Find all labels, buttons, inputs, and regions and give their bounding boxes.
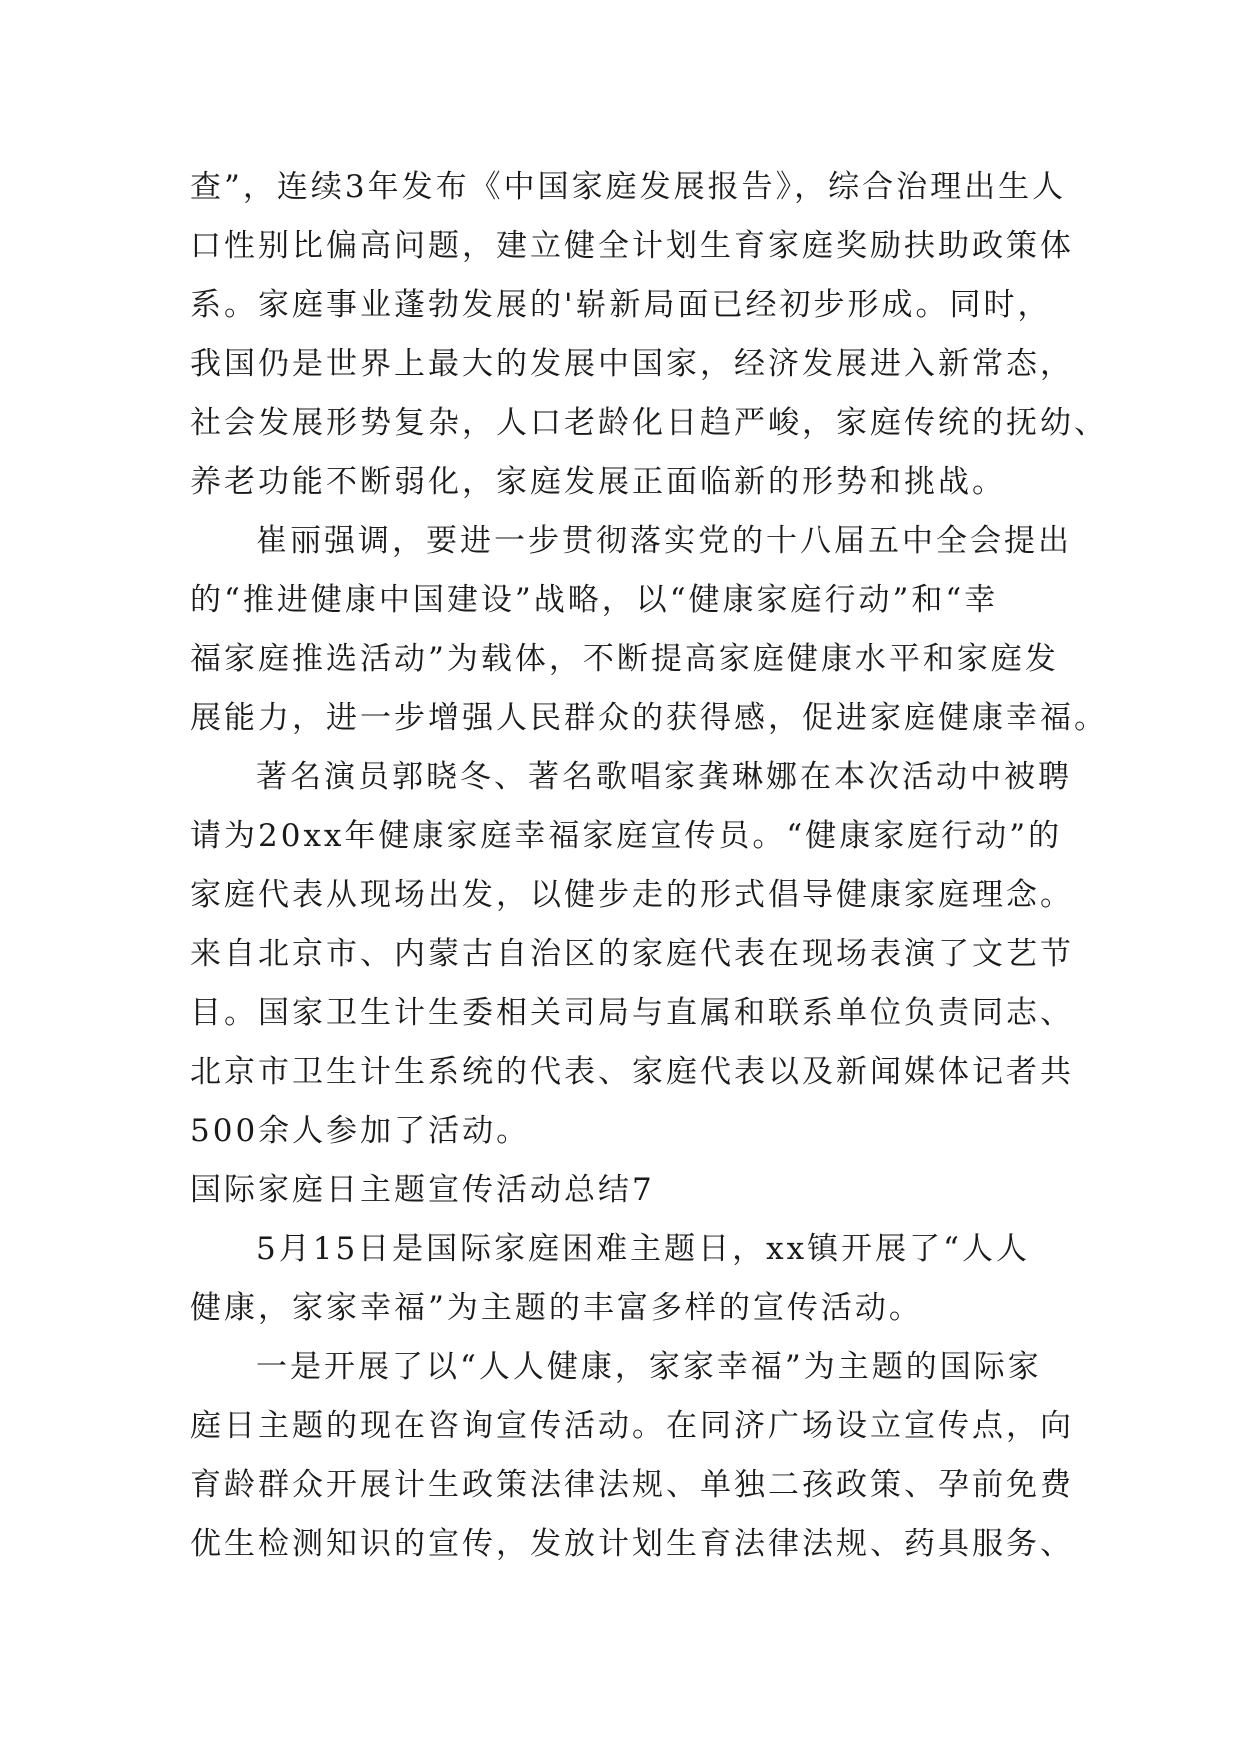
paragraph-first-line: 著名演员郭晓冬、著名歌唱家龚琳娜在本次活动中被聘: [256, 759, 1072, 795]
text-line: 优生检测知识的宣传，发放计划生育法律法规、药具服务、: [190, 1526, 1074, 1562]
text-line: 系。家庭事业蓬勃发展的'崭新局面已经初步形成。同时，: [190, 287, 1052, 323]
text-line: 健康，家家幸福”为主题的丰富多样的宣传活动。: [190, 1290, 923, 1326]
text-line: 的“推进健康中国建设”战略，以“健康家庭行动”和“幸: [190, 582, 999, 618]
text-line: 社会发展形势复杂，人口老龄化日趋严峻，家庭传统的抚幼、: [190, 405, 1108, 441]
paragraph-first-line: 一是开展了以“人人健康，家家幸福”为主题的国际家: [256, 1349, 1042, 1385]
text-line: 来自北京市、内蒙古自治区的家庭代表在现场表演了文艺节: [190, 936, 1074, 972]
text-line: 福家庭推选活动”为载体，不断提高家庭健康水平和家庭发: [190, 641, 1059, 677]
text-line: 目。国家卫生计生委相关司局与直属和联系单位负责同志、: [190, 995, 1074, 1031]
text-line: 查”，连续3年发布《中国家庭发展报告》，综合治理出生人: [190, 169, 1067, 205]
text-line: 口性别比偏高问题，建立健全计划生育家庭奖励扶助政策体: [190, 228, 1074, 264]
text-line: 500余人参加了活动。: [190, 1113, 531, 1149]
text-line: 请为20xx年健康家庭幸福家庭宣传员。“健康家庭行动”的: [190, 818, 1063, 854]
text-line: 养老功能不断弱化，家庭发展正面临新的形势和挑战。: [190, 464, 1006, 500]
document-body: [190, 158, 1108, 1574]
text-line: 展能力，进一步增强人民群众的获得感，促进家庭健康幸福。: [190, 700, 1108, 736]
text-line: 家庭代表从现场出发，以健步走的形式倡导健康家庭理念。: [190, 877, 1074, 913]
text-line: 我国仍是世界上最大的发展中国家，经济发展进入新常态，: [190, 346, 1074, 382]
text-line: 北京市卫生计生系统的代表、家庭代表以及新闻媒体记者共: [190, 1054, 1074, 1090]
section-heading: 国际家庭日主题宣传活动总结7: [190, 1172, 655, 1208]
paragraph-first-line: 崔丽强调，要进一步贯彻落实党的十八届五中全会提出: [256, 523, 1072, 559]
paragraph-first-line: 5月15日是国际家庭困难主题日，xx镇开展了“人人: [256, 1231, 1030, 1267]
text-line: 庭日主题的现在咨询宣传活动。在同济广场设立宣传点，向: [190, 1408, 1074, 1444]
text-line: 育龄群众开展计生政策法律法规、单独二孩政策、孕前免费: [190, 1467, 1074, 1503]
